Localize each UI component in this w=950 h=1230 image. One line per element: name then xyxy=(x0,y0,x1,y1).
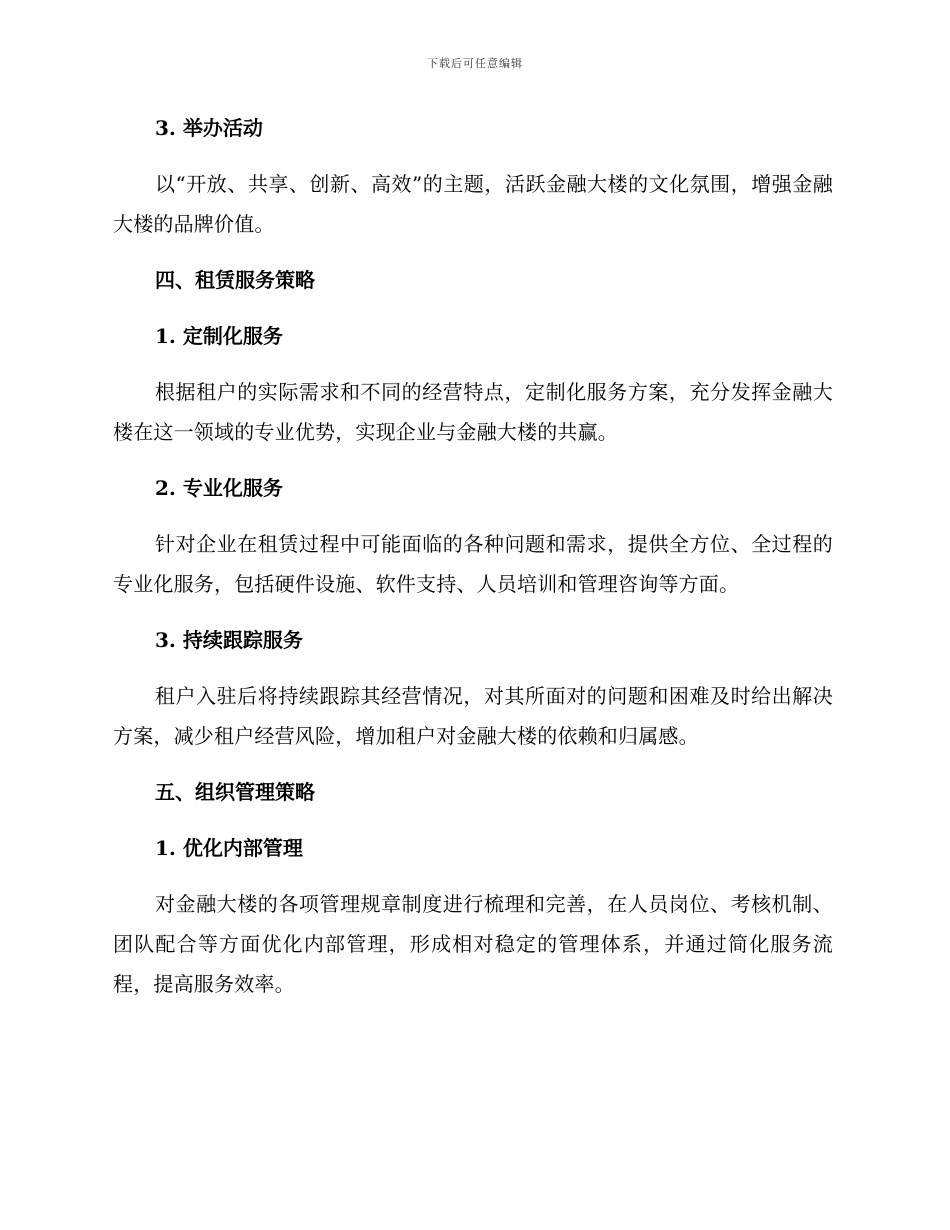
section-heading-tracking-service: 3. 持续跟踪服务 xyxy=(155,628,303,652)
paragraph-professional-service: 针对企业在租赁过程中可能面临的各种问题和需求，提供全方位、全过程的专业化服务，包括硬件设施、软件支持、人员培训和管理咨询等方面。 xyxy=(113,532,833,596)
document-body xyxy=(113,108,833,1020)
section-heading-professional-service: 2. 专业化服务 xyxy=(155,476,283,500)
paragraph-internal-management: 对金融大楼的各项管理规章制度进行梳理和完善，在人员岗位、考核机制、团队配合等方面优化内部管理，形成相对稳定的管理体系，并通过简化服务流程，提高服务效率。 xyxy=(113,892,833,996)
paragraph-hold-events: 以“开放、共享、创新、高效”的主题，活跃金融大楼的文化氛围，增强金融大楼的品牌价值。 xyxy=(113,172,833,236)
paragraph-customized-service: 根据租户的实际需求和不同的经营特点，定制化服务方案，充分发挥金融大楼在这一领域的专业优势，实现企业与金融大楼的共赢。 xyxy=(113,380,833,444)
section-heading-leasing-strategy: 四、租赁服务策略 xyxy=(155,268,315,292)
section-heading-hold-events: 3. 举办活动 xyxy=(155,116,263,140)
paragraph-tracking-service: 租户入驻后将持续跟踪其经营情况，对其所面对的问题和困难及时给出解决方案，减少租户经营风险，增加租户对金融大楼的依赖和归属感。 xyxy=(113,684,833,748)
section-heading-customized-service: 1. 定制化服务 xyxy=(155,324,283,348)
section-heading-internal-management: 1. 优化内部管理 xyxy=(155,836,303,860)
page-header: 下载后可任意编辑 xyxy=(427,57,523,70)
section-heading-organization-strategy: 五、组织管理策略 xyxy=(155,780,315,804)
